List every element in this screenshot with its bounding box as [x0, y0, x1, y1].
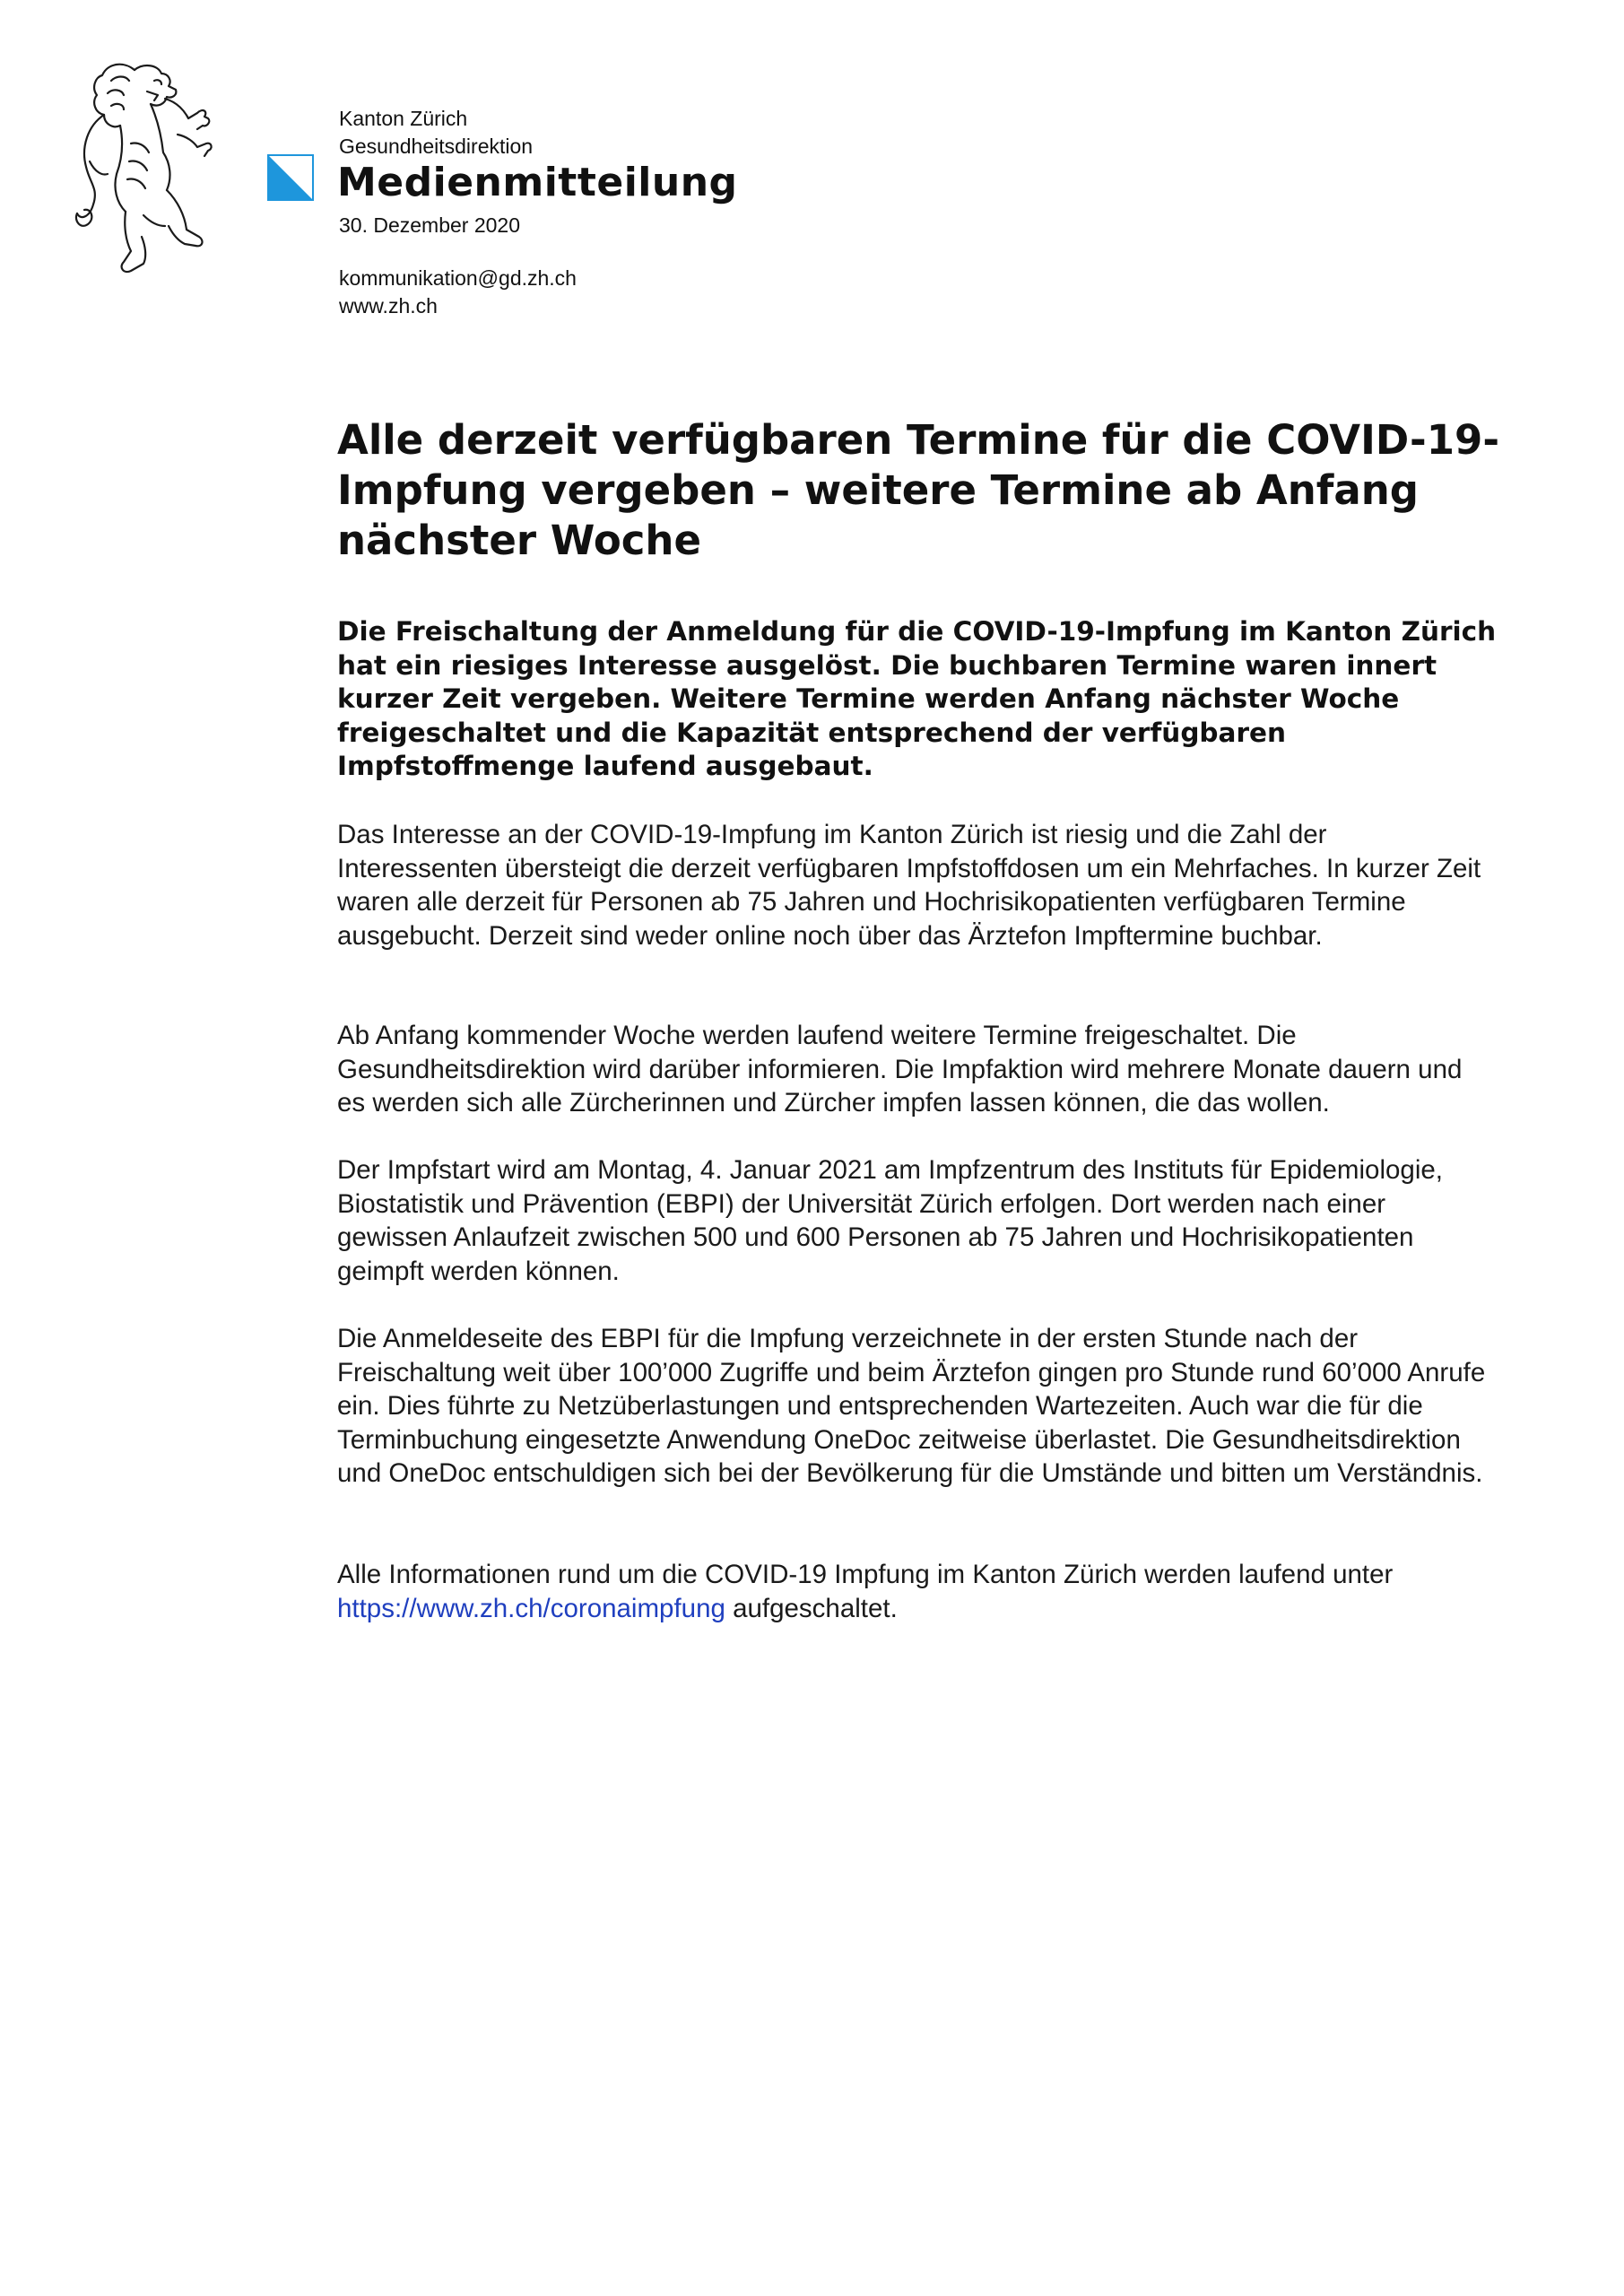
contact-website[interactable]: www.zh.ch	[339, 294, 438, 317]
body-paragraph: Ab Anfang kommender Woche werden laufend weitere Termine freigeschaltet. Die Gesundheitsdirektion wird darüber informieren. Die Impfaktion wird mehrere Monate dauern und es werden sich alle Zürcherinnen und Zürcher impfen lassen können, die das wollen.	[337, 1021, 1463, 1118]
article-lead: Die Freischaltung der Anmeldung für die COVID-19-Impfung im Kanton Zürich hat ein riesiges Interesse ausgelöst. Die buchbaren Termine waren innert kurzer Zeit vergeben. Weitere Termine werden Anfang nächster Woche freigeschaltet und die Kapazität entsprechend der verfügbaren Impfstoffmenge laufend ausgebaut.	[337, 616, 1497, 781]
document-type-title: Medienmitteilung	[337, 160, 738, 205]
zurich-flag-icon	[267, 154, 314, 201]
coronaimpfung-link[interactable]: https://www.zh.ch/coronaimpfung	[337, 1593, 725, 1623]
article-headline: Alle derzeit verfügbaren Termine für die COVID-19-Impfung vergeben – weitere Termine ab Anfang nächster Woche	[337, 416, 1500, 564]
closing-paragraph	[337, 1558, 1489, 1625]
zurich-lion-icon	[72, 54, 224, 296]
body-paragraph: Die Anmeldeseite des EBPI für die Impfung verzeichnete in der ersten Stunde nach der Freischaltung weit über 100’000 Zugriffe und beim Ärztefon gingen pro Stunde rund 60’000 Anrufe ein. Dies führte zu Netzüberlastungen und entsprechenden Wartezeiten. Auch war die für die Terminbuchung eingesetzte Anwendung OneDoc zeitweise überlastet. Die Gesundheitsdirektion und OneDoc entschuldigen sich bei der Bevölkerung für die Umstände und bitten um Verständnis.	[337, 1324, 1486, 1488]
body-paragraph: Der Impfstart wird am Montag, 4. Januar 2021 am Impfzentrum des Instituts für Epidemiologie, Biostatistik und Prävention (EBPI) der Universität Zürich erfolgen. Dort werden nach einer gewissen Anlaufzeit zwischen 500 und 600 Personen ab 75 Jahren und Hochrisikopatienten geimpft werden können.	[337, 1155, 1443, 1286]
closing-text-after: aufgeschaltet.	[725, 1593, 898, 1623]
release-date: 30. Dezember 2020	[339, 213, 521, 237]
contact-email[interactable]: kommunikation@gd.zh.ch	[339, 266, 577, 290]
department-name: Gesundheitsdirektion	[339, 135, 534, 158]
canton-name: Kanton Zürich	[339, 107, 468, 130]
closing-text-before: Alle Informationen rund um die COVID-19 Impfung im Kanton Zürich werden laufend unter	[337, 1560, 1394, 1589]
body-paragraph: Das Interesse an der COVID-19-Impfung im Kanton Zürich ist riesig und die Zahl der Interessenten übersteigt die derzeit verfügbaren Impfstoffdosen um ein Mehrfaches. In kurzer Zeit waren alle derzeit für Personen ab 75 Jahren und Hochrisikopatienten verfügbaren Termine ausgebucht. Derzeit sind weder online noch über das Ärztefon Impftermine buchbar.	[337, 820, 1481, 951]
